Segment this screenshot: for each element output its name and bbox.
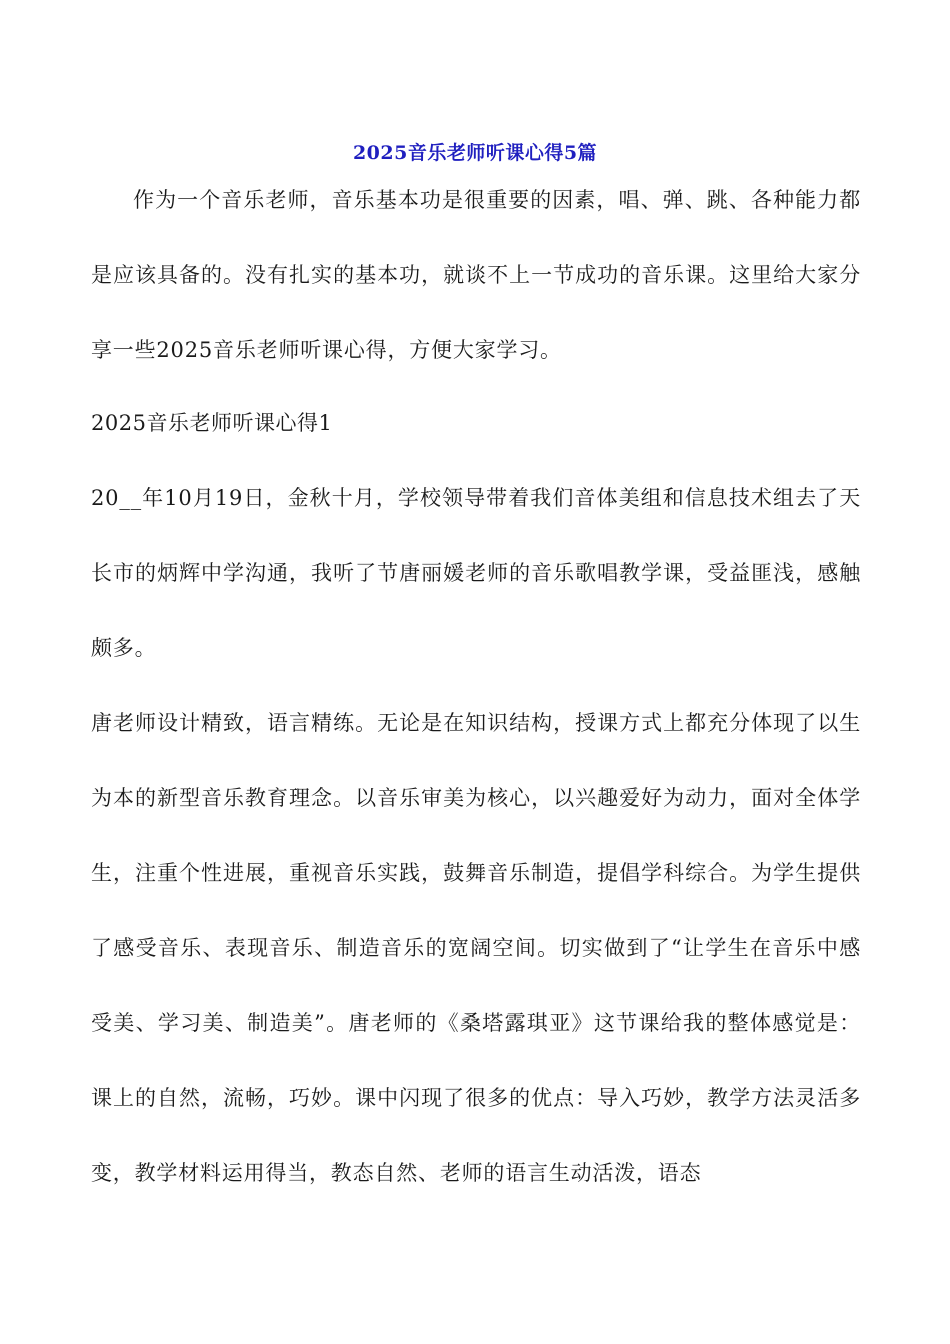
intro-paragraph: 作为一个音乐老师，音乐基本功是很重要的因素，唱、弹、跳、各种能力都是应该具备的。没有扎实的基本功，就谈不上一节成功的音乐课。这里给大家分享一些2025音乐老师听课心得，方便大家学习。: [91, 188, 861, 362]
section-heading: 2025音乐老师听课心得1: [91, 411, 333, 435]
document-title: 2025音乐老师听课心得5篇: [352, 142, 598, 164]
body-paragraph-1: 20__年10月19日，金秋十月，学校领导带着我们音体美组和信息技术组去了天长市的炳辉中学沟通，我听了节唐丽媛老师的音乐歌唱教学课，受益匪浅，感触颇多。: [91, 486, 861, 660]
body-paragraph-2: 唐老师设计精致，语言精练。无论是在知识结构，授课方式上都充分体现了以生为本的新型音乐教育理念。以音乐审美为核心，以兴趣爱好为动力，面对全体学生，注重个性进展，重视音乐实践，鼓舞音乐制造，提倡学科综合。为学生提供了感受音乐、表现音乐、制造音乐的宽阔空间。切实做到了“让学生在音乐中感受美、学习美、制造美”。唐老师的《桑塔露琪亚》这节课给我的整体感觉是：课上的自然，流畅，巧妙。课中闪现了很多的优点：导入巧妙，教学方法灵活多变，教学材料运用得当，教态自然、老师的语言生动活泼，语态: [91, 711, 861, 1185]
